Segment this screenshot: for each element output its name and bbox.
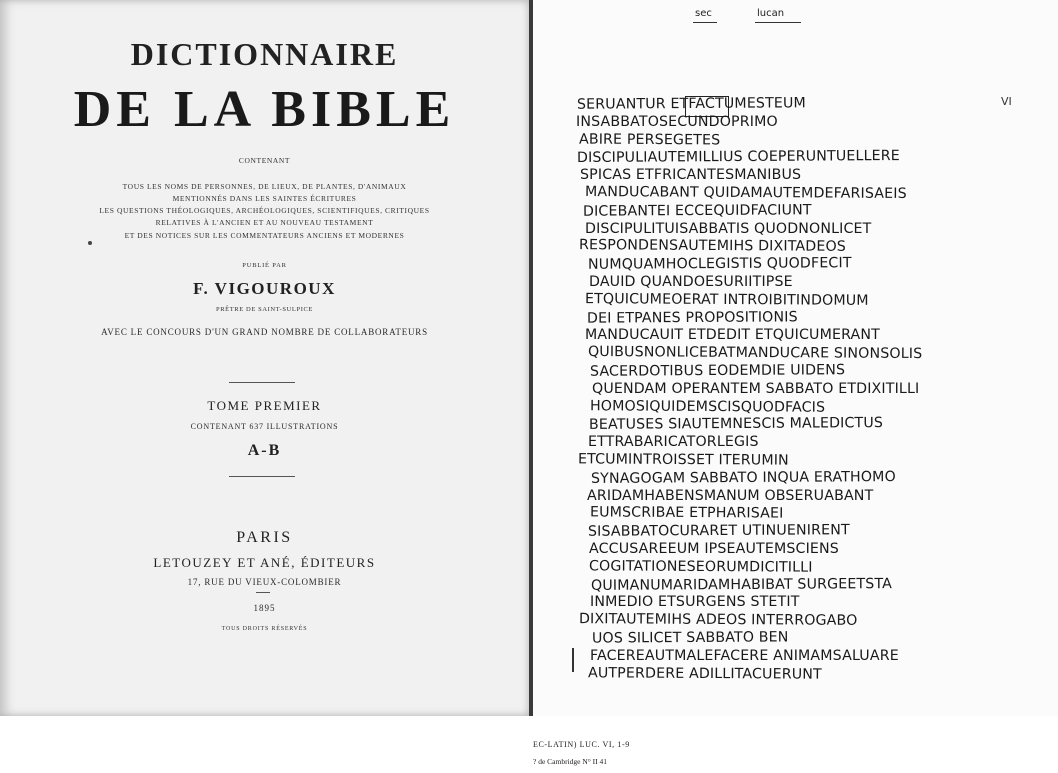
title-line-1: DICTIONNAIRE — [130, 36, 399, 72]
manuscript-line: DICEBANTEI ECCEQUIDFACIUNT — [582, 202, 812, 220]
manuscript-line: SACERDOTIBUS EODEMDIE UIDENS — [589, 362, 846, 380]
manuscript-line: HOMOSIQUIDEMSCISQUODFACIS — [589, 397, 826, 416]
manuscript-line: QUENDAM OPERANTEM SABBATO ETDIXITILLI — [592, 380, 920, 397]
chapter-number: VI — [1001, 95, 1012, 108]
manuscript-line: DISCIPULIAUTEMILLIUS COEPERUNTUELLERE — [576, 148, 900, 167]
manuscript-line: INSABBATOSECUNDOPRIMO — [576, 113, 778, 130]
title-page — [0, 0, 529, 716]
manuscript-line: NUMQUAMHOCLEGISTIS QUODFECIT — [587, 255, 852, 273]
margin-note: sec — [695, 8, 712, 19]
publie-par-label: PUBLIÉ PAR — [242, 262, 287, 269]
collaborators-line: AVEC LE CONCOURS D'UN GRAND NOMBRE DE COLLABORATEURS — [101, 327, 428, 337]
ink-stroke — [572, 648, 574, 672]
rights-notice: TOUS DROITS RÉSERVÉS — [221, 626, 308, 632]
manuscript-line: SYNAGOGAM SABBATO INQUA ERATHOMO — [590, 468, 896, 487]
description-line: MENTIONNÉS DANS LES SAINTES ÉCRITURES — [172, 194, 357, 203]
manuscript-line: DEI ETPANES PROPOSITIONIS — [586, 308, 798, 327]
paper-speck — [88, 241, 92, 245]
contenant-label: CONTENANT — [238, 156, 291, 165]
manuscript-line: INMEDIO ETSURGENS STETIT — [590, 594, 800, 611]
manuscript-line: DAUID QUANDOESURIITIPSE — [589, 274, 793, 290]
note-underline — [693, 22, 717, 23]
letters-range: A-B — [247, 442, 282, 459]
manuscript-line: DISCIPULITUISABBATIS QUODNONLICET — [585, 220, 872, 237]
manuscript-line: COGITATIONESEORUMDICITILLI — [588, 558, 813, 576]
divider — [229, 476, 295, 477]
manuscript-page — [533, 0, 1058, 716]
divider — [229, 382, 295, 383]
manuscript-line: DIXITAUTEMIHS ADEOS INTERROGABO — [578, 611, 858, 630]
tome-label: TOME PREMIER — [207, 398, 322, 413]
illustrations-count: CONTENANT 637 ILLUSTRATIONS — [190, 422, 339, 431]
publisher-name: LETOUZEY ET ANÉ, ÉDITEURS — [153, 555, 376, 570]
manuscript-line: EUMSCRIBAE ETPHARISAEI — [589, 504, 784, 522]
manuscript-line: FACEREAUTMALEFACERE ANIMAMSALUARE — [590, 647, 899, 664]
description-line: RELATIVES À L'ANCIEN ET AU NOUVEAU TESTAMENT — [155, 218, 374, 227]
manuscript-line: ACCUSAREEUM IPSEAUTEMSCIENS — [589, 541, 839, 557]
manuscript-line: SISABBATOCURARET UTINUENIRENT — [587, 522, 850, 540]
manuscript-line: SPICAS ETFRICANTESMANIBUS — [580, 167, 802, 184]
margin-note: lucan — [757, 8, 785, 19]
description-line: LES QUESTIONS THÉOLOGIQUES, ARCHÉOLOGIQUES, SCIENTIFIQUES, CRITIQUES — [99, 206, 430, 215]
description-line: TOUS LES NOMS DE PERSONNES, DE LIEUX, DE PLANTES, D'ANIMAUX — [122, 182, 407, 191]
manuscript-line: ETQUICUMEOERAT INTROIBITINDOMUM — [584, 290, 869, 309]
manuscript-line: ETCUMINTROISSET ITERUMIN — [577, 451, 789, 469]
plate-source: ? de Cambridge N° II 41 — [533, 757, 608, 766]
scan-margin — [0, 716, 1058, 773]
manuscript-line: QUIMANUMARIDAMHABIBAT SURGEETSTA — [590, 575, 893, 594]
manuscript-line: ETTRABARICATORLEGIS — [588, 434, 759, 451]
manuscript-line: UOS SILICET SABBATO BEN — [591, 629, 789, 647]
manuscript-line: RESPONDENSAUTEMIHS DIXITADEOS — [578, 237, 847, 256]
author-title: PRÊTRE DE SAINT-SULPICE — [216, 306, 313, 313]
manuscript-line: ARIDAMHABENSMANUM OBSERUABANT — [587, 487, 874, 504]
author-name: F. VIGOUROUX — [193, 279, 336, 298]
manuscript-line: MANDUCABANT QUIDAMAUTEMDEFARISAEIS — [584, 184, 907, 202]
plate-caption: EC-LATIN) LUC. VI, 1-9 — [533, 740, 630, 749]
publication-city: PARIS — [236, 529, 293, 546]
publisher-address: 17, RUE DU VIEUX-COLOMBIER — [187, 577, 342, 587]
manuscript-line: AUTPERDERE ADILLITACUERUNT — [587, 664, 822, 683]
manuscript-line: BEATUSES SIAUTEMNESCIS MALEDICTUS — [588, 415, 884, 434]
publication-year: 1895 — [253, 603, 276, 613]
note-underline — [755, 22, 801, 23]
manuscript-line: SERUANTUR ETFACTUMESTEUM — [576, 95, 806, 113]
manuscript-line: QUIBUSNONLICEBATMANDUCARE SINONSOLIS — [587, 344, 923, 363]
title-line-2: DE LA BIBLE — [73, 81, 456, 138]
description-line: ET DES NOTICES SUR LES COMMENTATEURS ANCIENS ET MODERNES — [124, 231, 405, 240]
manuscript-line: MANDUCAUIT ETDEDIT ETQUICUMERANT — [585, 327, 880, 344]
manuscript-line: ABIRE PERSEGETES — [578, 131, 721, 149]
divider — [256, 592, 270, 593]
